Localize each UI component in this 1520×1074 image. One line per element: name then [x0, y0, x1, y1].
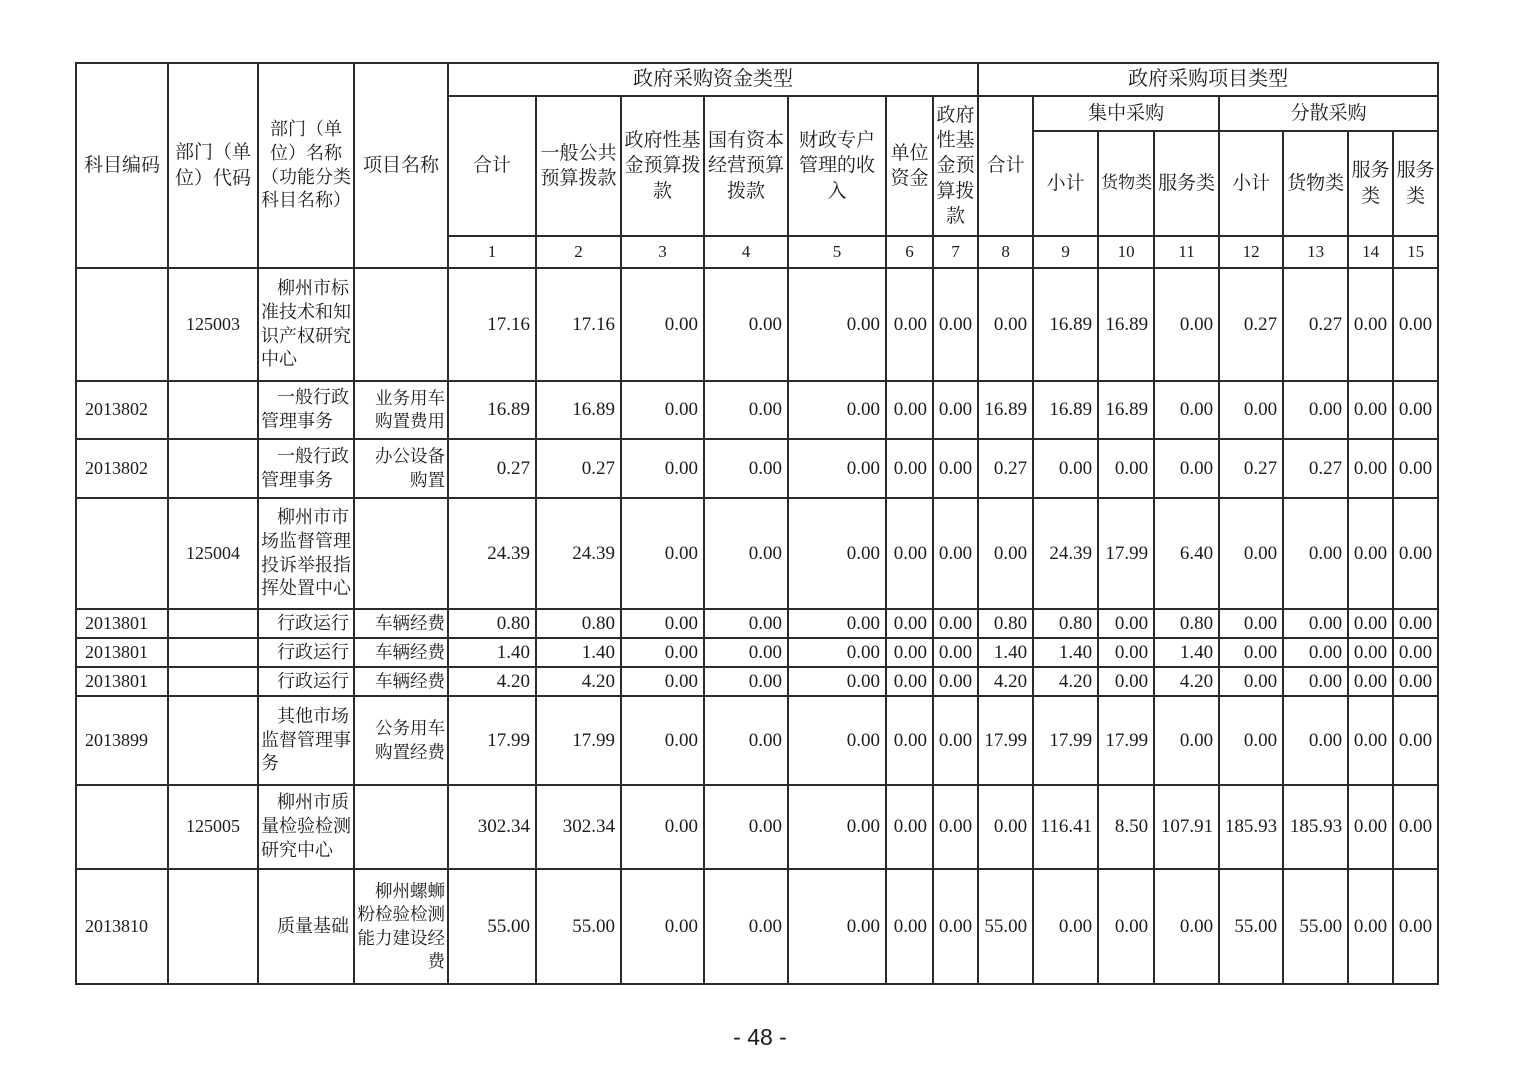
cell-value-13: 55.00 — [1283, 869, 1348, 984]
cell-value-2: 4.20 — [536, 667, 621, 696]
cell-subject-code: 2013801 — [76, 638, 168, 667]
cell-value-2: 302.34 — [536, 785, 621, 869]
table-row — [76, 696, 1438, 785]
cell-value-8: 0.80 — [978, 609, 1033, 638]
column-number: 9 — [1033, 236, 1098, 268]
cell-value-2: 24.39 — [536, 498, 621, 609]
header-dept-code: 部门（单位）代码 — [168, 63, 258, 268]
cell-subject-code: 2013802 — [76, 381, 168, 439]
cell-value-15: 0.00 — [1393, 609, 1438, 638]
cell-value-7: 0.00 — [933, 696, 978, 785]
cell-dept-code: 125003 — [168, 268, 258, 381]
column-number: 2 — [536, 236, 621, 268]
cell-value-12: 55.00 — [1219, 869, 1283, 984]
cell-value-12: 0.00 — [1219, 696, 1283, 785]
cell-project-name: 办公设备购置 — [354, 439, 448, 498]
cell-value-11: 0.00 — [1154, 869, 1219, 984]
cell-value-6: 0.00 — [886, 696, 933, 785]
cell-value-9: 16.89 — [1033, 268, 1098, 381]
header-decentralized-services: 服务类 — [1348, 131, 1393, 236]
cell-value-4: 0.00 — [704, 268, 788, 381]
cell-value-11: 4.20 — [1154, 667, 1219, 696]
cell-value-1: 24.39 — [448, 498, 536, 609]
cell-dept-name: 行政运行 — [258, 609, 354, 638]
cell-value-15: 0.00 — [1393, 696, 1438, 785]
cell-value-6: 0.00 — [886, 667, 933, 696]
cell-value-11: 0.00 — [1154, 381, 1219, 439]
cell-value-5: 0.00 — [788, 498, 886, 609]
cell-value-1: 55.00 — [448, 869, 536, 984]
cell-value-1: 17.16 — [448, 268, 536, 381]
cell-value-12: 185.93 — [1219, 785, 1283, 869]
header-decentralized-goods: 货物类 — [1283, 131, 1348, 236]
cell-subject-code: 2013802 — [76, 439, 168, 498]
cell-value-13: 0.00 — [1283, 638, 1348, 667]
header-centralized-services: 服务类 — [1154, 131, 1219, 236]
cell-value-6: 0.00 — [886, 869, 933, 984]
cell-value-15: 0.00 — [1393, 785, 1438, 869]
cell-value-13: 185.93 — [1283, 785, 1348, 869]
cell-value-15: 0.00 — [1393, 638, 1438, 667]
table-row — [76, 869, 1438, 984]
cell-value-12: 0.00 — [1219, 609, 1283, 638]
cell-value-4: 0.00 — [704, 381, 788, 439]
cell-dept-code — [168, 869, 258, 984]
cell-value-9: 24.39 — [1033, 498, 1098, 609]
cell-project-name — [354, 498, 448, 609]
header-fund-type-group: 政府采购资金类型 — [448, 63, 978, 96]
column-number: 3 — [621, 236, 704, 268]
cell-value-6: 0.00 — [886, 785, 933, 869]
cell-project-name: 柳州螺蛳粉检验检测能力建设经费 — [354, 869, 448, 984]
cell-value-13: 0.00 — [1283, 381, 1348, 439]
cell-value-14: 0.00 — [1348, 667, 1393, 696]
header-centralized-group: 集中采购 — [1033, 96, 1219, 131]
cell-value-1: 302.34 — [448, 785, 536, 869]
cell-value-11: 6.40 — [1154, 498, 1219, 609]
cell-value-13: 0.27 — [1283, 268, 1348, 381]
column-number: 4 — [704, 236, 788, 268]
cell-value-9: 17.99 — [1033, 696, 1098, 785]
cell-value-14: 0.00 — [1348, 638, 1393, 667]
cell-value-6: 0.00 — [886, 609, 933, 638]
cell-value-14: 0.00 — [1348, 381, 1393, 439]
cell-value-12: 0.27 — [1219, 268, 1283, 381]
cell-dept-code: 125005 — [168, 785, 258, 869]
cell-value-11: 0.00 — [1154, 696, 1219, 785]
cell-dept-code — [168, 381, 258, 439]
cell-value-3: 0.00 — [621, 268, 704, 381]
cell-value-1: 16.89 — [448, 381, 536, 439]
header-project-total: 合计 — [978, 96, 1033, 236]
cell-value-8: 1.40 — [978, 638, 1033, 667]
column-number: 6 — [886, 236, 933, 268]
cell-value-2: 16.89 — [536, 381, 621, 439]
cell-value-13: 0.00 — [1283, 696, 1348, 785]
cell-dept-name: 一般行政管理事务 — [258, 439, 354, 498]
cell-dept-code — [168, 609, 258, 638]
cell-value-8: 55.00 — [978, 869, 1033, 984]
cell-project-name — [354, 268, 448, 381]
cell-dept-code — [168, 439, 258, 498]
cell-value-10: 0.00 — [1098, 439, 1154, 498]
cell-value-7: 0.00 — [933, 638, 978, 667]
cell-value-12: 0.00 — [1219, 381, 1283, 439]
cell-value-9: 16.89 — [1033, 381, 1098, 439]
cell-subject-code — [76, 498, 168, 609]
cell-dept-code — [168, 667, 258, 696]
cell-dept-code — [168, 696, 258, 785]
header-row-groups — [76, 63, 1438, 96]
cell-value-8: 0.00 — [978, 498, 1033, 609]
cell-value-10: 0.00 — [1098, 609, 1154, 638]
cell-value-3: 0.00 — [621, 696, 704, 785]
cell-value-5: 0.00 — [788, 869, 886, 984]
cell-value-10: 0.00 — [1098, 638, 1154, 667]
cell-subject-code: 2013801 — [76, 609, 168, 638]
cell-dept-name: 其他市场监督管理事务 — [258, 696, 354, 785]
table-row — [76, 609, 1438, 638]
cell-value-5: 0.00 — [788, 785, 886, 869]
cell-value-14: 0.00 — [1348, 498, 1393, 609]
cell-value-5: 0.00 — [788, 667, 886, 696]
cell-dept-code — [168, 638, 258, 667]
cell-value-2: 0.27 — [536, 439, 621, 498]
cell-value-12: 0.00 — [1219, 638, 1283, 667]
cell-subject-code: 2013810 — [76, 869, 168, 984]
cell-value-12: 0.27 — [1219, 439, 1283, 498]
cell-value-9: 0.00 — [1033, 869, 1098, 984]
cell-value-15: 0.00 — [1393, 439, 1438, 498]
cell-value-15: 0.00 — [1393, 498, 1438, 609]
cell-value-5: 0.00 — [788, 381, 886, 439]
cell-dept-name: 一般行政管理事务 — [258, 381, 354, 439]
cell-value-4: 0.00 — [704, 498, 788, 609]
cell-value-9: 4.20 — [1033, 667, 1098, 696]
cell-value-10: 16.89 — [1098, 268, 1154, 381]
header-centralized-goods: 货物类 — [1098, 131, 1154, 236]
header-project-name: 项目名称 — [354, 63, 448, 268]
column-number: 11 — [1154, 236, 1219, 268]
cell-value-13: 0.00 — [1283, 667, 1348, 696]
cell-value-1: 0.27 — [448, 439, 536, 498]
column-number: 1 — [448, 236, 536, 268]
header-centralized-subtotal: 小计 — [1033, 131, 1098, 236]
cell-value-2: 55.00 — [536, 869, 621, 984]
table-row — [76, 785, 1438, 869]
cell-value-8: 17.99 — [978, 696, 1033, 785]
cell-value-4: 0.00 — [704, 667, 788, 696]
cell-value-3: 0.00 — [621, 869, 704, 984]
column-number: 13 — [1283, 236, 1348, 268]
cell-value-7: 0.00 — [933, 268, 978, 381]
cell-dept-name: 柳州市市场监督管理投诉举报指挥处置中心 — [258, 498, 354, 609]
cell-project-name: 车辆经费 — [354, 638, 448, 667]
cell-value-6: 0.00 — [886, 381, 933, 439]
column-number: 8 — [978, 236, 1033, 268]
cell-value-8: 4.20 — [978, 667, 1033, 696]
cell-value-15: 0.00 — [1393, 869, 1438, 984]
cell-value-4: 0.00 — [704, 609, 788, 638]
cell-value-11: 1.40 — [1154, 638, 1219, 667]
cell-value-1: 1.40 — [448, 638, 536, 667]
cell-value-11: 0.80 — [1154, 609, 1219, 638]
column-number: 14 — [1348, 236, 1393, 268]
cell-project-name — [354, 785, 448, 869]
cell-value-3: 0.00 — [621, 638, 704, 667]
column-number: 12 — [1219, 236, 1283, 268]
header-gov-fund-budget-2: 政府性基金预算拨款 — [933, 96, 978, 236]
cell-value-14: 0.00 — [1348, 696, 1393, 785]
cell-value-11: 0.00 — [1154, 439, 1219, 498]
cell-value-8: 0.00 — [978, 268, 1033, 381]
table-row — [76, 439, 1438, 498]
header-fund-total: 合计 — [448, 96, 536, 236]
cell-value-4: 0.00 — [704, 869, 788, 984]
header-state-capital-budget: 国有资本经营预算拨款 — [704, 96, 788, 236]
cell-value-5: 0.00 — [788, 696, 886, 785]
cell-value-7: 0.00 — [933, 667, 978, 696]
cell-value-4: 0.00 — [704, 439, 788, 498]
cell-value-2: 0.80 — [536, 609, 621, 638]
header-general-budget: 一般公共预算拨款 — [536, 96, 621, 236]
cell-value-7: 0.00 — [933, 381, 978, 439]
cell-value-3: 0.00 — [621, 498, 704, 609]
cell-value-15: 0.00 — [1393, 268, 1438, 381]
cell-value-4: 0.00 — [704, 696, 788, 785]
cell-value-13: 0.27 — [1283, 439, 1348, 498]
header-gov-fund-budget: 政府性基金预算拨款 — [621, 96, 704, 236]
cell-value-2: 1.40 — [536, 638, 621, 667]
table-row — [76, 498, 1438, 609]
cell-value-7: 0.00 — [933, 609, 978, 638]
cell-value-14: 0.00 — [1348, 439, 1393, 498]
cell-value-13: 0.00 — [1283, 498, 1348, 609]
header-decentralized-services-2: 服务类 — [1393, 131, 1438, 236]
cell-value-10: 8.50 — [1098, 785, 1154, 869]
cell-value-10: 16.89 — [1098, 381, 1154, 439]
column-number: 7 — [933, 236, 978, 268]
cell-dept-name: 质量基础 — [258, 869, 354, 984]
cell-subject-code: 2013899 — [76, 696, 168, 785]
header-fiscal-account-income: 财政专户管理的收入 — [788, 96, 886, 236]
cell-value-14: 0.00 — [1348, 268, 1393, 381]
page-number: - 48 - — [733, 1024, 787, 1050]
cell-value-2: 17.99 — [536, 696, 621, 785]
header-decentralized-group: 分散采购 — [1219, 96, 1438, 131]
cell-value-14: 0.00 — [1348, 609, 1393, 638]
header-subject-code: 科目编码 — [76, 63, 168, 268]
cell-value-11: 0.00 — [1154, 268, 1219, 381]
cell-dept-code: 125004 — [168, 498, 258, 609]
cell-dept-name: 行政运行 — [258, 667, 354, 696]
header-project-type-group: 政府采购项目类型 — [978, 63, 1438, 96]
cell-value-13: 0.00 — [1283, 609, 1348, 638]
cell-value-4: 0.00 — [704, 638, 788, 667]
cell-value-9: 0.00 — [1033, 439, 1098, 498]
cell-value-4: 0.00 — [704, 785, 788, 869]
table-row — [76, 638, 1438, 667]
cell-project-name: 车辆经费 — [354, 667, 448, 696]
cell-value-3: 0.00 — [621, 439, 704, 498]
cell-value-9: 1.40 — [1033, 638, 1098, 667]
cell-project-name: 公务用车购置经费 — [354, 696, 448, 785]
cell-value-14: 0.00 — [1348, 869, 1393, 984]
cell-subject-code — [76, 268, 168, 381]
cell-value-8: 0.00 — [978, 785, 1033, 869]
header-unit-funds: 单位资金 — [886, 96, 933, 236]
cell-dept-name: 柳州市质量检验检测研究中心 — [258, 785, 354, 869]
cell-value-8: 16.89 — [978, 381, 1033, 439]
cell-value-10: 17.99 — [1098, 498, 1154, 609]
cell-value-1: 4.20 — [448, 667, 536, 696]
procurement-budget-table — [75, 62, 1439, 985]
cell-value-3: 0.00 — [621, 381, 704, 439]
cell-value-6: 0.00 — [886, 638, 933, 667]
cell-project-name: 业务用车购置费用 — [354, 381, 448, 439]
cell-value-10: 17.99 — [1098, 696, 1154, 785]
cell-value-6: 0.00 — [886, 439, 933, 498]
cell-value-5: 0.00 — [788, 439, 886, 498]
cell-value-7: 0.00 — [933, 869, 978, 984]
cell-subject-code — [76, 785, 168, 869]
cell-value-3: 0.00 — [621, 609, 704, 638]
cell-value-9: 0.80 — [1033, 609, 1098, 638]
column-number: 15 — [1393, 236, 1438, 268]
cell-value-15: 0.00 — [1393, 381, 1438, 439]
cell-value-7: 0.00 — [933, 439, 978, 498]
cell-value-15: 0.00 — [1393, 667, 1438, 696]
cell-value-7: 0.00 — [933, 785, 978, 869]
cell-value-2: 17.16 — [536, 268, 621, 381]
cell-value-7: 0.00 — [933, 498, 978, 609]
cell-value-14: 0.00 — [1348, 785, 1393, 869]
column-number: 5 — [788, 236, 886, 268]
header-dept-name: 部门（单位）名称（功能分类科目名称） — [258, 63, 354, 268]
header-decentralized-subtotal: 小计 — [1219, 131, 1283, 236]
column-number: 10 — [1098, 236, 1154, 268]
cell-value-5: 0.00 — [788, 609, 886, 638]
cell-value-11: 107.91 — [1154, 785, 1219, 869]
cell-value-1: 0.80 — [448, 609, 536, 638]
cell-value-1: 17.99 — [448, 696, 536, 785]
cell-value-3: 0.00 — [621, 667, 704, 696]
cell-dept-name: 柳州市标准技术和知识产权研究中心 — [258, 268, 354, 381]
cell-value-9: 116.41 — [1033, 785, 1098, 869]
cell-value-10: 0.00 — [1098, 667, 1154, 696]
cell-subject-code: 2013801 — [76, 667, 168, 696]
cell-value-10: 0.00 — [1098, 869, 1154, 984]
cell-value-3: 0.00 — [621, 785, 704, 869]
cell-project-name: 车辆经费 — [354, 609, 448, 638]
table-row — [76, 381, 1438, 439]
cell-value-8: 0.27 — [978, 439, 1033, 498]
cell-value-6: 0.00 — [886, 498, 933, 609]
cell-value-12: 0.00 — [1219, 498, 1283, 609]
cell-value-12: 0.00 — [1219, 667, 1283, 696]
cell-dept-name: 行政运行 — [258, 638, 354, 667]
cell-value-5: 0.00 — [788, 638, 886, 667]
cell-value-6: 0.00 — [886, 268, 933, 381]
table-row — [76, 667, 1438, 696]
cell-value-5: 0.00 — [788, 268, 886, 381]
table-row — [76, 268, 1438, 381]
